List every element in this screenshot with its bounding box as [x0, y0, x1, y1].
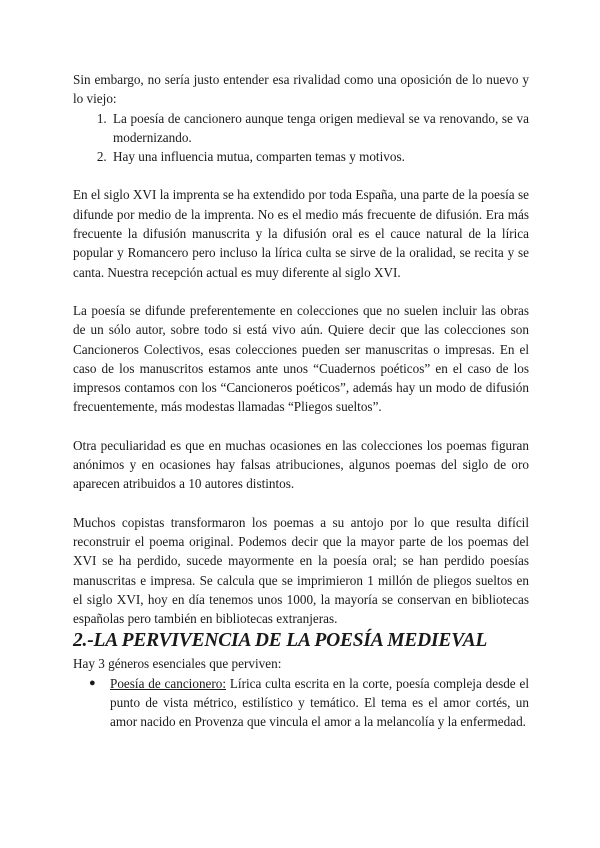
numbered-list-item: 1. La poesía de cancionero aunque tenga origen medieval se va renovando, se va modernizando. — [110, 109, 529, 148]
bullet-list — [73, 674, 529, 732]
paragraph-spacer — [73, 417, 529, 436]
document-page — [73, 70, 529, 732]
paragraph-spacer — [73, 282, 529, 301]
body-paragraph-printing: En el siglo XVI la imprenta se ha extendido por toda España, una parte de la poesía se difunde por medio de la imprenta. No es el medio más frecuente de difusión. Era más frecuente la difusión manuscrita y la difusión oral es el cauce natural de la lírica popular y Romancero pero incluso la lírica culta se sirve de la oralidad, se recita y se canta. Nuestra recepción actual es muy diferente al siglo XVI. — [73, 187, 529, 280]
paragraph-spacer — [73, 494, 529, 513]
body-paragraph-attributions: Otra peculiaridad es que en muchas ocasiones en las colecciones los poemas figuran anónimos y en ocasiones hay falsas atribuciones, algunos poemas del siglo de oro aparecen atribuidos a 10 autores distintos. — [73, 437, 529, 492]
bullet-list-item — [89, 674, 530, 732]
bullet-term: Poesía de cancionero: — [110, 675, 227, 691]
section-lead: Hay 3 géneros esenciales que perviven: — [73, 656, 282, 672]
paragraph-spacer — [73, 166, 529, 185]
bullet-text: Lírica culta escrita en la corte, poesía compleja desde el punto de vista métrico, estilístico y temático. El tema es el amor cortés, un amor nacido en Provenza que vincula el amor a la melancolía y la enfermedad. — [110, 675, 530, 730]
numbered-list-item: 2. Hay una influencia mutua, comparten temas y motivos. — [110, 147, 529, 166]
numbered-list — [73, 109, 529, 167]
body-paragraph-copyists: Muchos copistas transformaron los poemas a su antojo por lo que resulta difícil reconstruir el poema original. Podemos decir que la mayor parte de los poemas del XVI se ha perdido, sucede mayormente en la poesía oral; se han perdido poesías manuscritas e impresa. Se calcula que se imprimieron 1 millón de pliegos sueltos en el siglo XVI, hoy en día tenemos unos 1000, la mayoría se conservan en bibliotecas españolas pero también en bibliotecas extranjeras. — [73, 514, 529, 627]
body-paragraph-collections: La poesía se difunde preferentemente en colecciones que no suelen incluir las obras de un sólo autor, sobre todo si está vivo aún. Quiere decir que las colecciones son Cancioneros Colectivos, esas colecciones pueden ser manuscritas o impresas. En el caso de los manuscritos estamos ante unos “Cuadernos poéticos” en el caso de los impresos contamos con los “Cancioneros poéticos”, además hay un modo de difusión frecuentemente, más modestas llamadas “Pliegos sueltos”. — [73, 302, 529, 415]
intro-paragraph: Sin embargo, no sería justo entender esa rivalidad como una oposición de lo nuevo y lo viejo: — [73, 72, 529, 107]
bullet-icon: ● — [89, 676, 96, 689]
section-heading: 2.-LA PERVIVENCIA DE LA POESÍA MEDIEVAL — [73, 630, 488, 652]
